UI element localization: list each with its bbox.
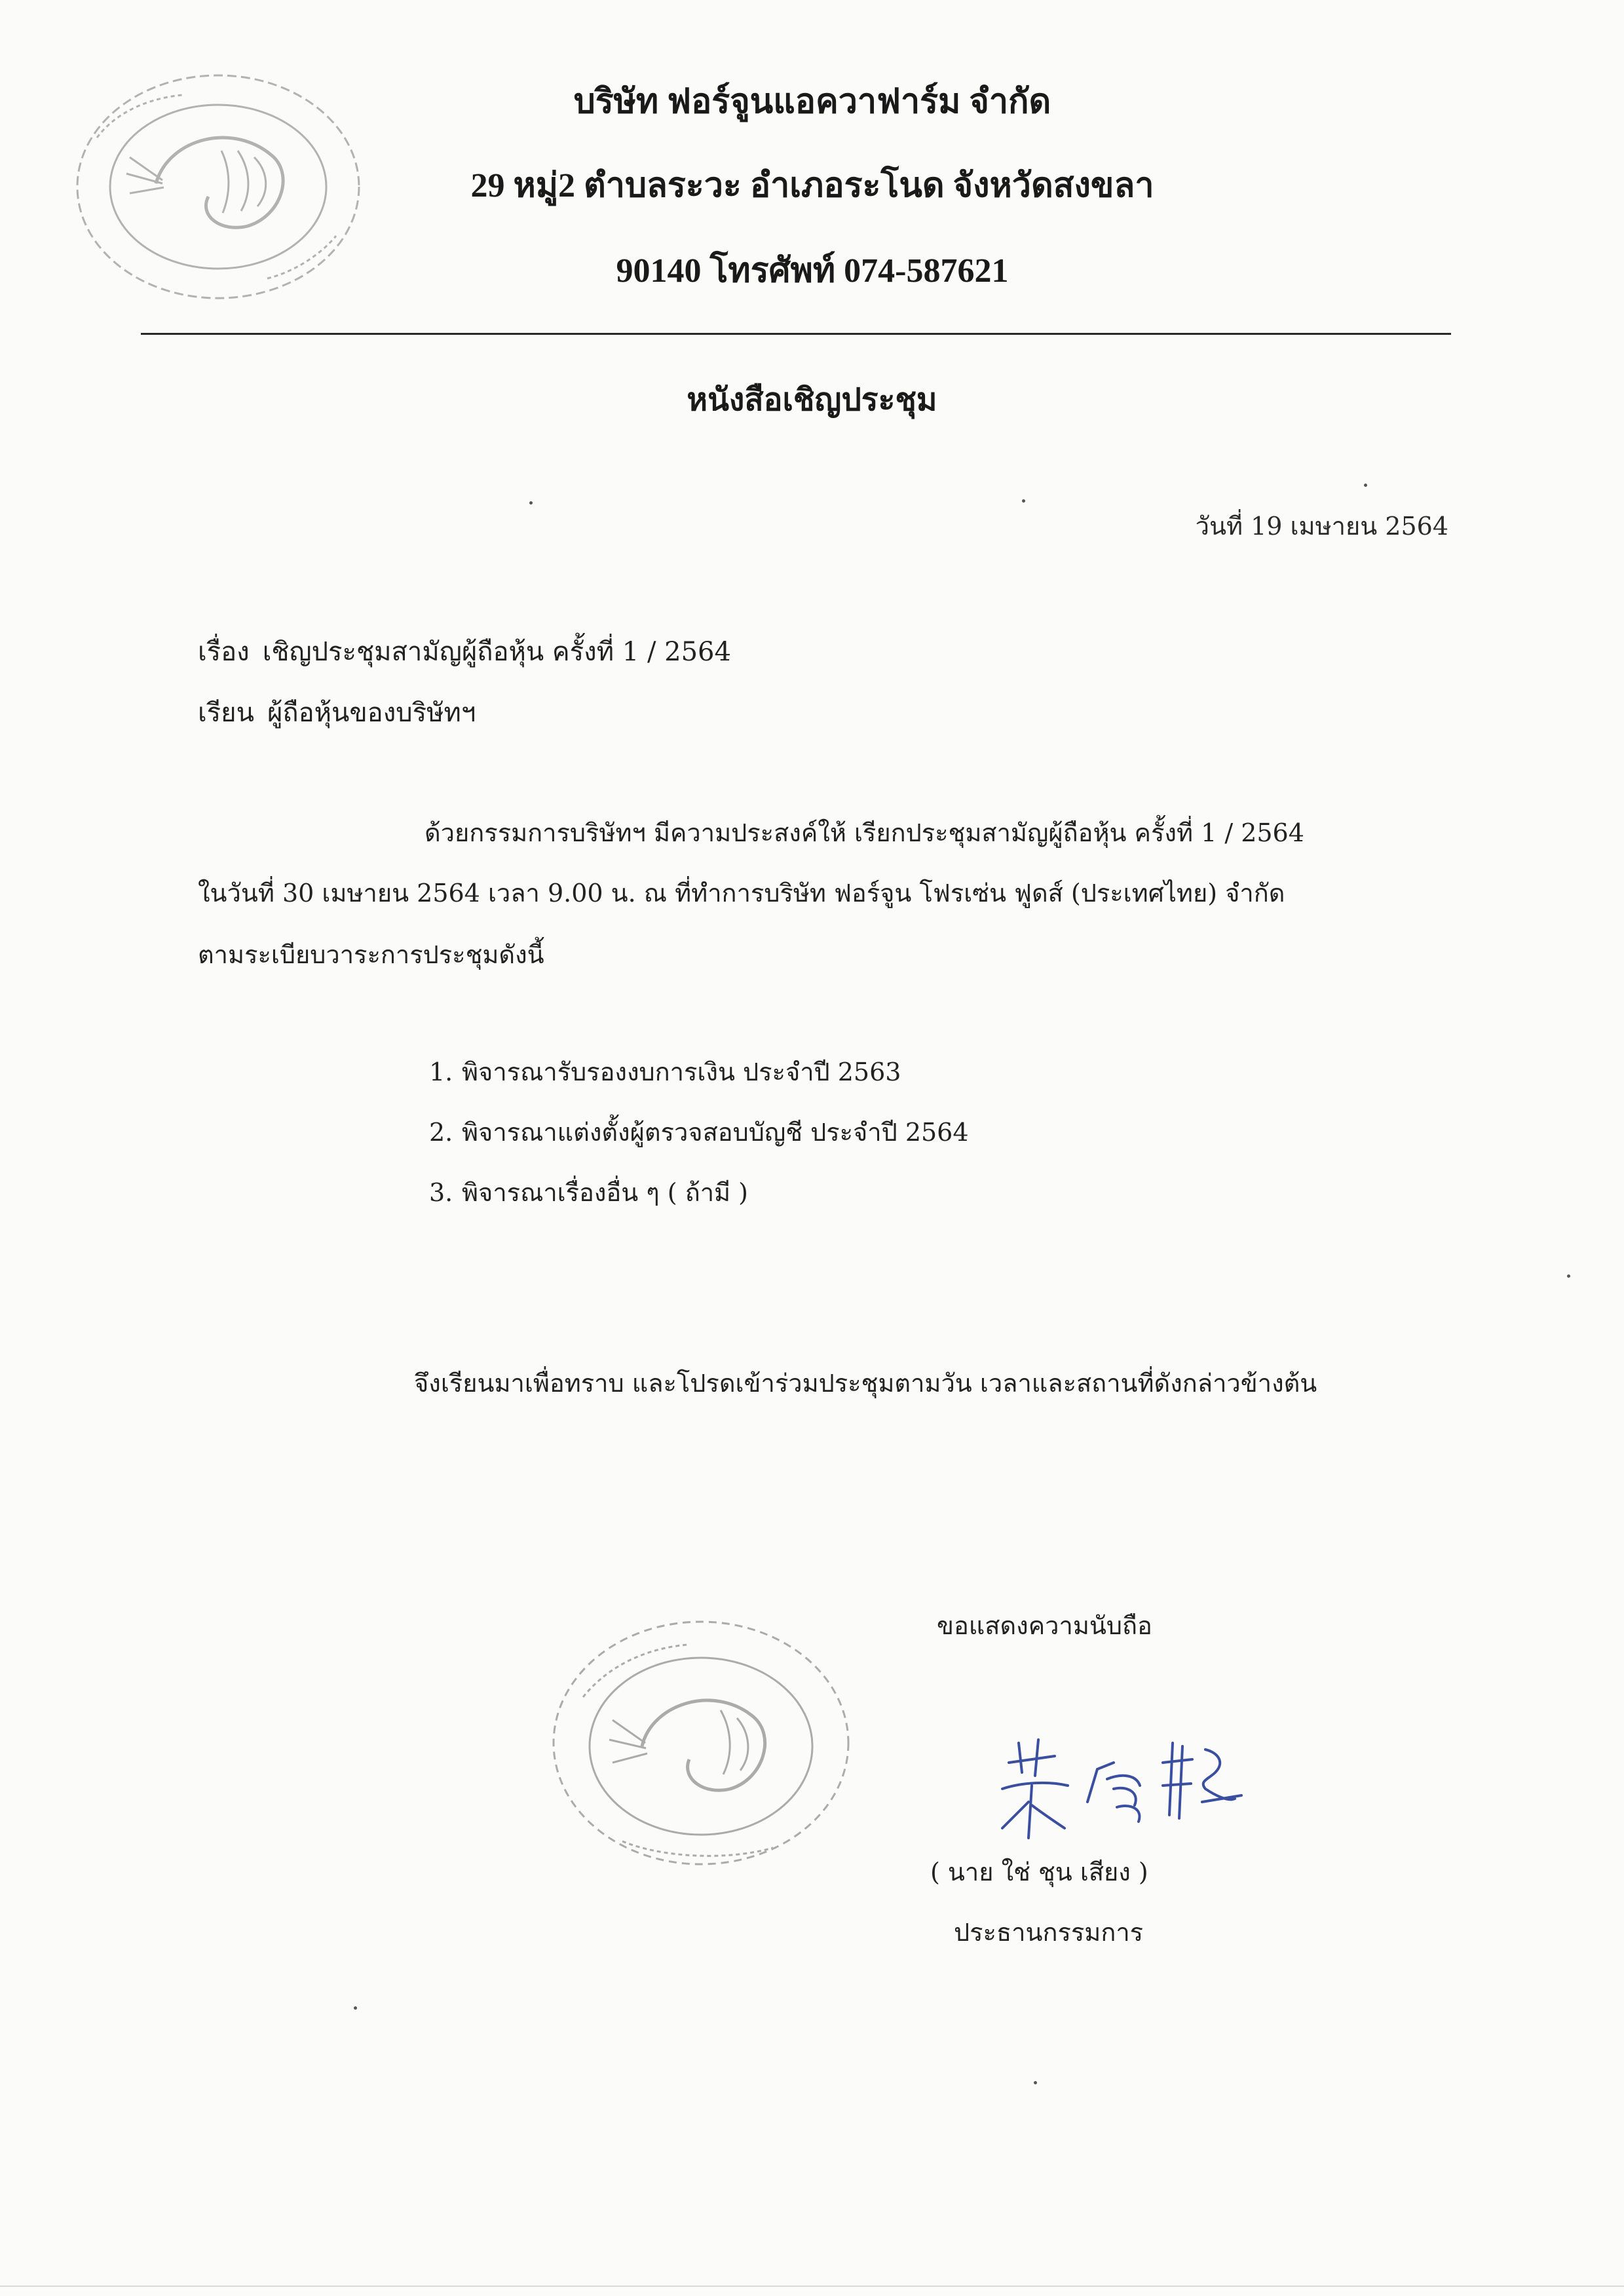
scan-speck (1034, 2081, 1037, 2084)
company-postal-phone: 90140 โทรศัพท์ 074-587621 (616, 252, 1009, 290)
subject-label: เรื่อง (198, 637, 250, 667)
regards-text: ขอแสดงความนับถือ (937, 1611, 1152, 1640)
subject-line (198, 630, 731, 672)
agenda-item-number: 2. (429, 1118, 453, 1147)
signer-title: ประธานกรรมการ (954, 1918, 1144, 1947)
subject-text: เชิญประชุมสามัญผู้ถือหุ้น ครั้งที่ 1 / 2564 (262, 637, 731, 667)
header-divider (141, 333, 1451, 335)
agenda-item-number: 3. (429, 1178, 453, 1207)
agenda-item-text: พิจารณาเรื่องอื่น ๆ ( ถ้ามี ) (462, 1178, 748, 1207)
scan-bottom-edge (0, 2286, 1624, 2287)
company-address: 29 หมู่2 ตำบลระวะ อำเภอระโนด จังหวัดสงขลา (470, 167, 1154, 204)
agenda-item-text: พิจารณาแต่งตั้งผู้ตรวจสอบบัญชี ประจำปี 2564 (462, 1118, 969, 1147)
scan-speck (1364, 484, 1367, 487)
scan-speck (529, 501, 533, 505)
company-logo (58, 59, 379, 315)
agenda-item-number: 1. (429, 1058, 453, 1086)
agenda-list (429, 1052, 969, 1233)
scan-speck (1567, 1274, 1570, 1278)
body-paragraph-line-2: ในวันที่ 30 เมษายน 2564 เวลา 9.00 น. ณ ที่ทำการบริษัท ฟอร์จูน โฟรเซ่น ฟูดส์ (ประเทศไทย) จำกัด (198, 879, 1285, 908)
agenda-item (429, 1172, 969, 1233)
agenda-item (429, 1112, 969, 1172)
recipient-label: เรียน (198, 698, 254, 728)
closing-paragraph: จึงเรียนมาเพื่อทราบ และโปรดเข้าร่วมประชุมตามวัน เวลาและสถานที่ดังกล่าวข้างต้น (414, 1369, 1317, 1398)
company-stamp (537, 1605, 865, 1881)
company-name: บริษัท ฟอร์จูนแอควาฟาร์ม จำกัด (573, 83, 1051, 121)
body-paragraph-line-1: ด้วยกรรมการบริษัทฯ มีความประสงค์ให้ เรียกประชุมสามัญผู้ถือหุ้น ครั้งที่ 1 / 2564 (425, 818, 1304, 847)
document-title: หนังสือเชิญประชุม (687, 383, 937, 417)
signer-name: ( นาย ใช่ ชุน เสียง ) (930, 1858, 1148, 1886)
body-paragraph-line-3: ตามระเบียบวาระการประชุมดังนี้ (198, 940, 544, 969)
agenda-item (429, 1052, 969, 1112)
recipient-line (198, 691, 476, 733)
scan-speck (354, 2006, 357, 2010)
agenda-item-text: พิจารณารับรองงบการเงิน ประจำปี 2563 (462, 1058, 901, 1086)
scan-speck (1022, 499, 1025, 503)
recipient-text: ผู้ถือหุ้นของบริษัทฯ (267, 698, 476, 728)
signature (983, 1723, 1258, 1854)
document-date: วันที่ 19 เมษายน 2564 (1195, 512, 1448, 541)
